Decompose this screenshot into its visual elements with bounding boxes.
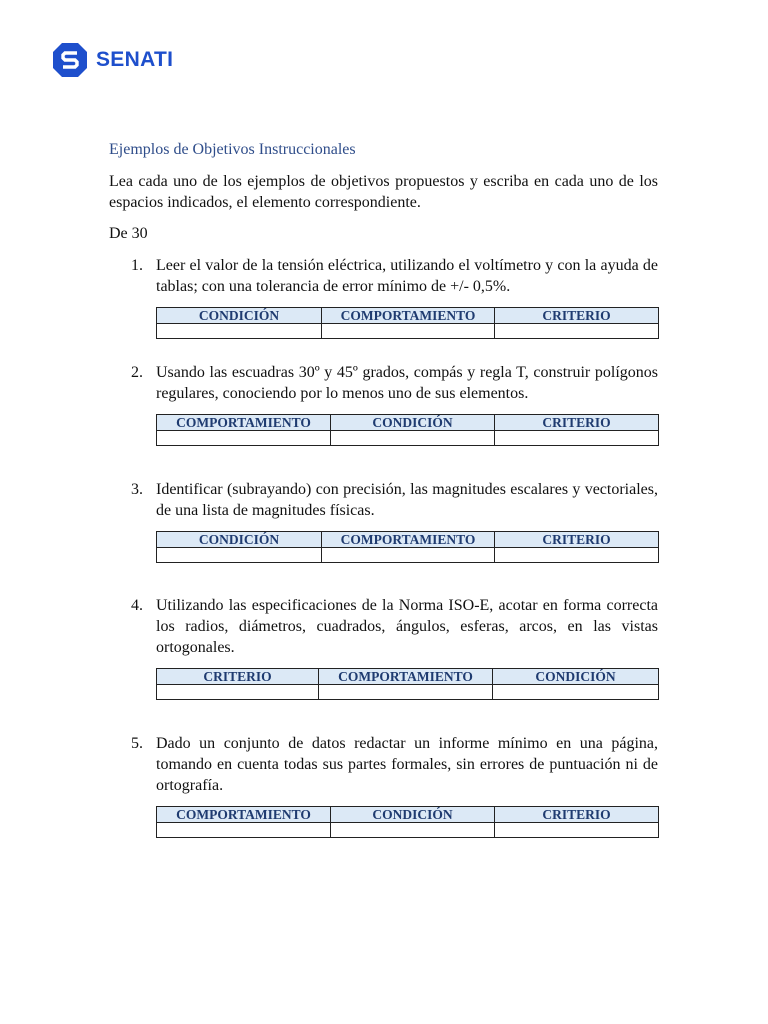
de30-label: De 30 xyxy=(109,225,148,242)
table-header-row xyxy=(157,807,659,823)
answer-cell[interactable] xyxy=(157,324,322,339)
classification-table xyxy=(156,668,659,700)
classification-table xyxy=(156,414,659,446)
answer-cell[interactable] xyxy=(495,431,659,446)
senati-logo-icon xyxy=(52,42,88,78)
answer-cell[interactable] xyxy=(157,431,331,446)
table-header-row xyxy=(157,669,659,685)
answer-cell[interactable] xyxy=(322,548,495,563)
column-header: CRITERIO xyxy=(495,308,659,324)
item-number: 1. xyxy=(131,257,143,274)
item-number: 4. xyxy=(131,597,143,614)
answer-cell[interactable] xyxy=(493,685,659,700)
answer-cell[interactable] xyxy=(495,324,659,339)
classification-table xyxy=(156,307,659,339)
item-text: Utilizando las especificaciones de la Norma ISO-E, acotar en forma correcta los radios, diámetros, cuadrados, ángulos, esferas, arcos, en las vistas ortogonales. xyxy=(156,597,658,656)
column-header: CRITERIO xyxy=(495,807,659,823)
column-header: CONDICIÓN xyxy=(331,807,495,823)
item-text: Identificar (subrayando) con precisión, las magnitudes escalares y vectoriales, de una lista de magnitudes físicas. xyxy=(156,481,658,519)
table-header-row xyxy=(157,308,659,324)
column-header: COMPORTAMIENTO xyxy=(157,807,331,823)
answer-row xyxy=(157,685,659,700)
item-text: Dado un conjunto de datos redactar un informe mínimo en una página, tomando en cuenta todas sus partes formales, sin errores de puntuación ni de ortografía. xyxy=(156,735,658,794)
answer-cell[interactable] xyxy=(157,685,319,700)
answer-cell[interactable] xyxy=(331,823,495,838)
answer-row xyxy=(157,548,659,563)
column-header: CONDICIÓN xyxy=(331,415,495,431)
answer-row xyxy=(157,823,659,838)
classification-table xyxy=(156,531,659,563)
answer-cell[interactable] xyxy=(331,431,495,446)
answer-row xyxy=(157,431,659,446)
answer-cell[interactable] xyxy=(322,324,495,339)
column-header: CONDICIÓN xyxy=(493,669,659,685)
classification-table xyxy=(156,806,659,838)
column-header: CRITERIO xyxy=(157,669,319,685)
answer-cell[interactable] xyxy=(319,685,493,700)
item-text: Usando las escuadras 30º y 45º grados, compás y regla T, construir polígonos regulares, conociendo por lo menos uno de sus elementos. xyxy=(156,364,658,402)
answer-row xyxy=(157,324,659,339)
item-number: 3. xyxy=(131,481,143,498)
item-number: 2. xyxy=(131,364,143,381)
item-number: 5. xyxy=(131,735,143,752)
table-header-row xyxy=(157,415,659,431)
column-header: COMPORTAMIENTO xyxy=(157,415,331,431)
item-text: Leer el valor de la tensión eléctrica, utilizando el voltímetro y con la ayuda de tablas; con una tolerancia de error mínimo de +/- 0,5%. xyxy=(156,257,658,295)
section-heading: Ejemplos de Objetivos Instruccionales xyxy=(109,141,356,158)
instructions-paragraph: Lea cada uno de los ejemplos de objetivos propuestos y escriba en cada uno de los espacios indicados, el elemento correspondiente. xyxy=(109,173,658,211)
answer-cell[interactable] xyxy=(157,548,322,563)
column-header: COMPORTAMIENTO xyxy=(322,532,495,548)
column-header: COMPORTAMIENTO xyxy=(319,669,493,685)
answer-cell[interactable] xyxy=(495,548,659,563)
column-header: CONDICIÓN xyxy=(157,532,322,548)
column-header: CRITERIO xyxy=(495,532,659,548)
column-header: CONDICIÓN xyxy=(157,308,322,324)
column-header: COMPORTAMIENTO xyxy=(322,308,495,324)
brand-name: SENATI xyxy=(96,48,174,71)
column-header: CRITERIO xyxy=(495,415,659,431)
answer-cell[interactable] xyxy=(157,823,331,838)
senati-logo xyxy=(52,42,173,78)
table-header-row xyxy=(157,532,659,548)
answer-cell[interactable] xyxy=(495,823,659,838)
